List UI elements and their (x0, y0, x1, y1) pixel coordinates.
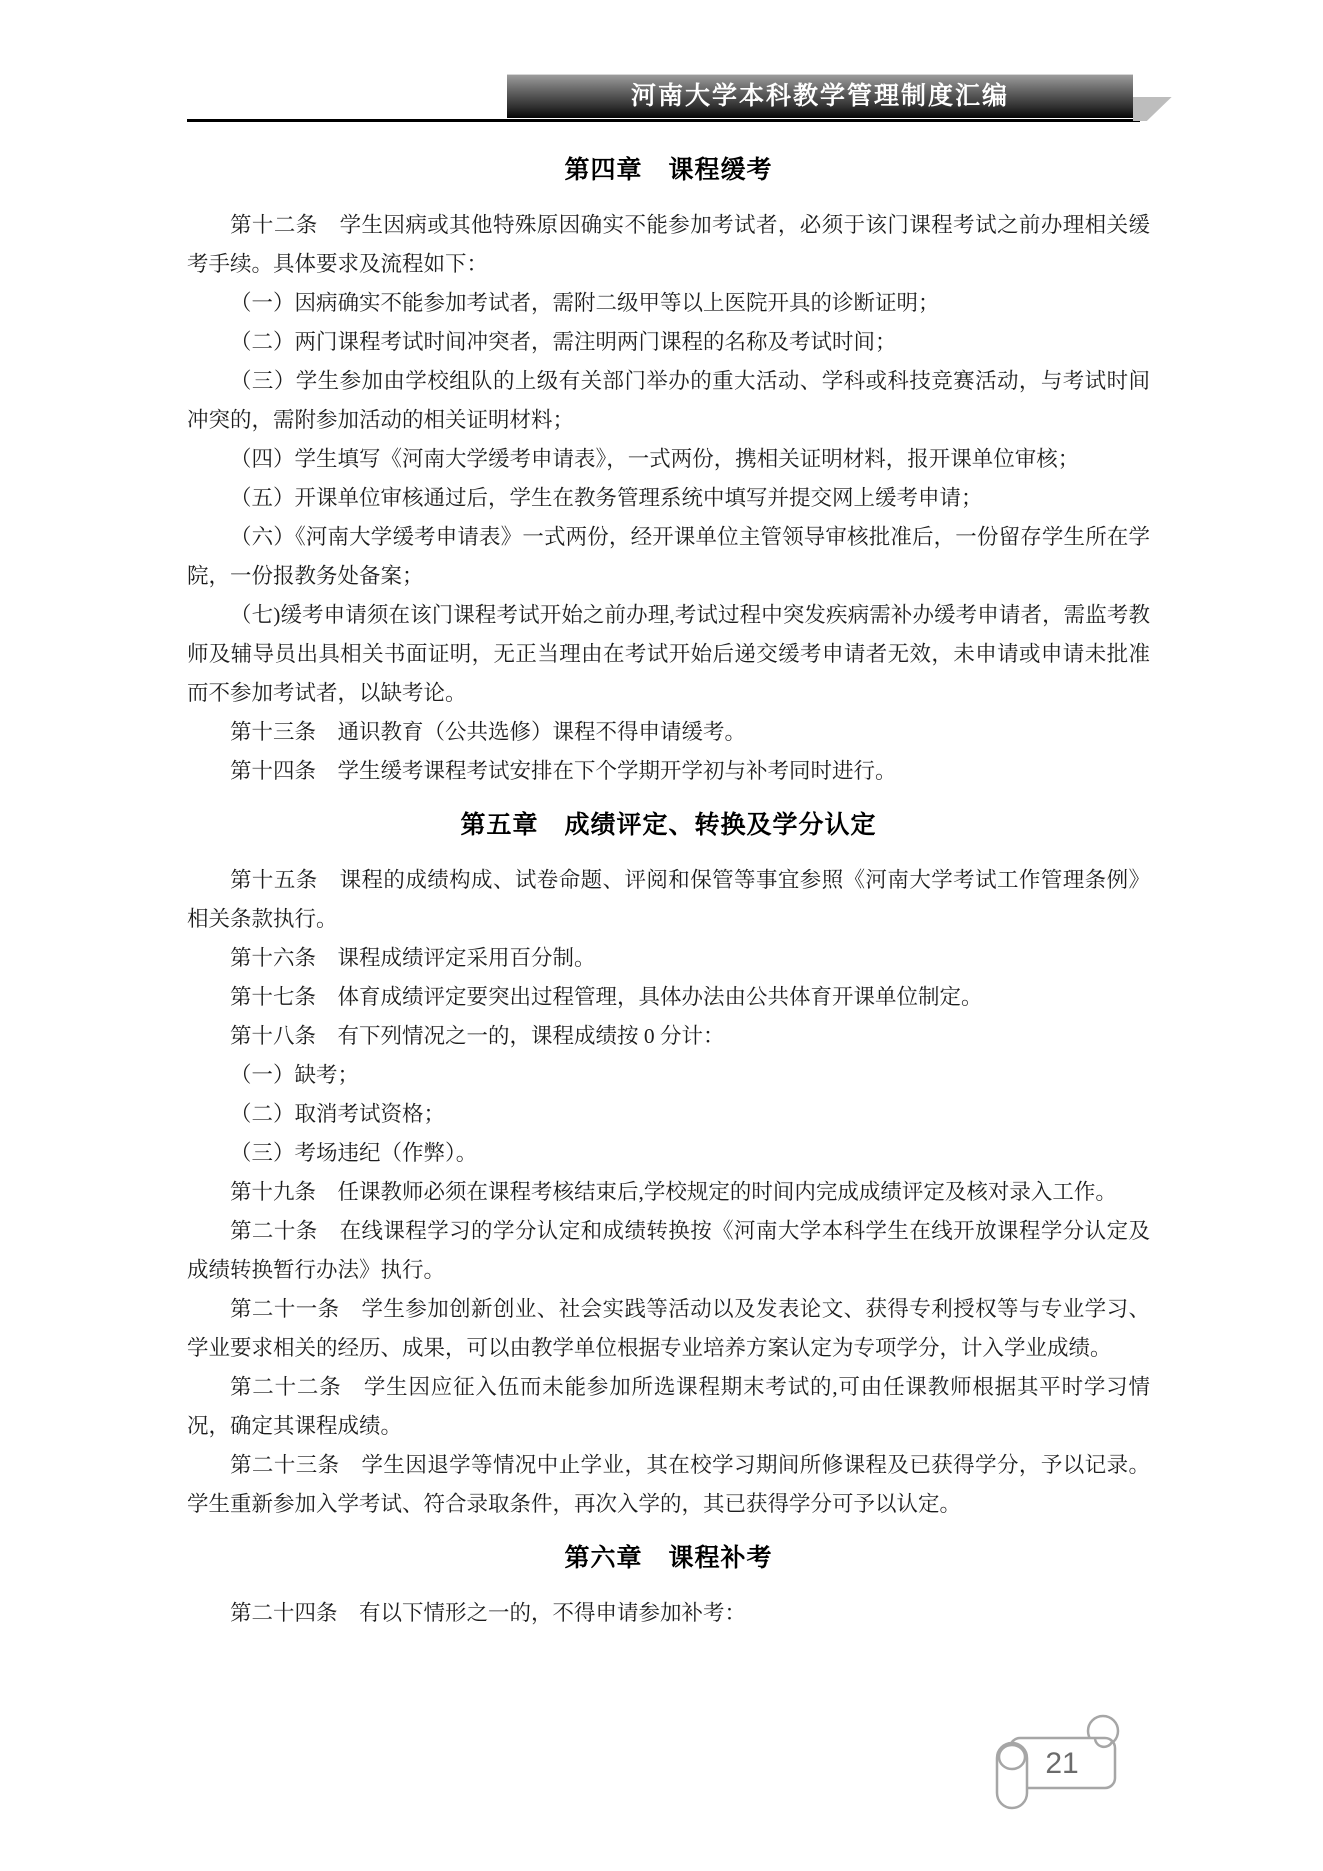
article-16: 第十六条 课程成绩评定采用百分制。 (230, 946, 596, 970)
article-23: 第二十三条 学生因退学等情况中止学业，其在校学习期间所修课程及已获得学分，予以记录。学生重新参加入学考试、符合录取条件，再次入学的，其已获得学分可予以认定。 (187, 1453, 1150, 1516)
article-12-item-7: （七)缓考申请须在该门课程考试开始之前办理,考试过程中突发疾病需补办缓考申请者，需监考教师及辅导员出具相关书面证明，无正当理由在考试开始后递交缓考申请者无效，未申请或申请未批准而不参加考试者，以缺考论。 (187, 603, 1150, 705)
article-24: 第二十四条 有以下情形之一的，不得申请参加补考： (230, 1601, 747, 1625)
page-number: 21 (1045, 1747, 1079, 1780)
article-12-item-5: （五）开课单位审核通过后，学生在教务管理系统中填写并提交网上缓考申请； (230, 486, 983, 510)
chapter-5-heading: 第五章 成绩评定、转换及学分认定 (460, 811, 877, 839)
banner-arrow-icon (1133, 97, 1179, 121)
header-banner-title: 河南大学本科教学管理制度汇编 (630, 83, 1009, 110)
article-12-item-6: （六）《河南大学缓考申请表》一式两份，经开课单位主管领导审核批准后，一份留存学生所在学院，一份报教务处备案； (187, 525, 1150, 588)
header-rule (187, 119, 1140, 122)
article-22: 第二十二条 学生因应征入伍而未能参加所选课程期末考试的,可由任课教师根据其平时学习情况，确定其课程成绩。 (187, 1375, 1150, 1438)
article-18-item-1: （一）缺考； (230, 1063, 360, 1087)
document-content (187, 150, 1150, 1633)
article-12-item-3: （三）学生参加由学校组队的上级有关部门举办的重大活动、学科或科技竞赛活动，与考试时间冲突的，需附参加活动的相关证明材料； (187, 369, 1150, 432)
scroll-left-curl (999, 1745, 1025, 1769)
article-12-item-4: （四）学生填写《河南大学缓考申请表》，一式两份，携相关证明材料，报开课单位审核； (230, 447, 1080, 471)
article-13: 第十三条 通识教育（公共选修）课程不得申请缓考。 (230, 720, 747, 744)
chapter-6-heading: 第六章 课程补考 (564, 1544, 773, 1572)
article-18: 第十八条 有下列情况之一的，课程成绩按 0 分计： (230, 1024, 725, 1048)
article-18-item-2: （二）取消考试资格； (230, 1102, 446, 1126)
article-17: 第十七条 体育成绩评定要突出过程管理，具体办法由公共体育开课单位制定。 (230, 985, 983, 1009)
article-20: 第二十条 在线课程学习的学分认定和成绩转换按《河南大学本科学生在线开放课程学分认定及成绩转换暂行办法》执行。 (187, 1219, 1150, 1282)
article-12-item-1: （一）因病确实不能参加考试者，需附二级甲等以上医院开具的诊断证明； (230, 291, 940, 315)
chapter-4-heading: 第四章 课程缓考 (564, 156, 773, 184)
article-14: 第十四条 学生缓考课程考试安排在下个学期开学初与补考同时进行。 (230, 759, 897, 783)
article-15: 第十五条 课程的成绩构成、试卷命题、评阅和保管等事宜参照《河南大学考试工作管理条例》相关条款执行。 (187, 868, 1150, 931)
header-banner (507, 74, 1133, 118)
article-18-item-3: （三）考场违纪（作弊）。 (230, 1141, 478, 1165)
article-19: 第十九条 任课教师必须在课程考核结束后,学校规定的时间内完成成绩评定及核对录入工作。 (230, 1180, 1117, 1204)
article-21: 第二十一条 学生参加创新创业、社会实践等活动以及发表论文、获得专利授权等与专业学习、学业要求相关的经历、成果，可以由教学单位根据专业培养方案认定为专项学分，计入学业成绩。 (187, 1297, 1150, 1360)
article-12: 第十二条 学生因病或其他特殊原因确实不能参加考试者，必须于该门课程考试之前办理相关缓考手续。具体要求及流程如下： (187, 213, 1150, 276)
article-12-item-2: （二）两门课程考试时间冲突者，需注明两门课程的名称及考试时间； (230, 330, 897, 354)
page-number-scroll-icon (983, 1703, 1128, 1815)
